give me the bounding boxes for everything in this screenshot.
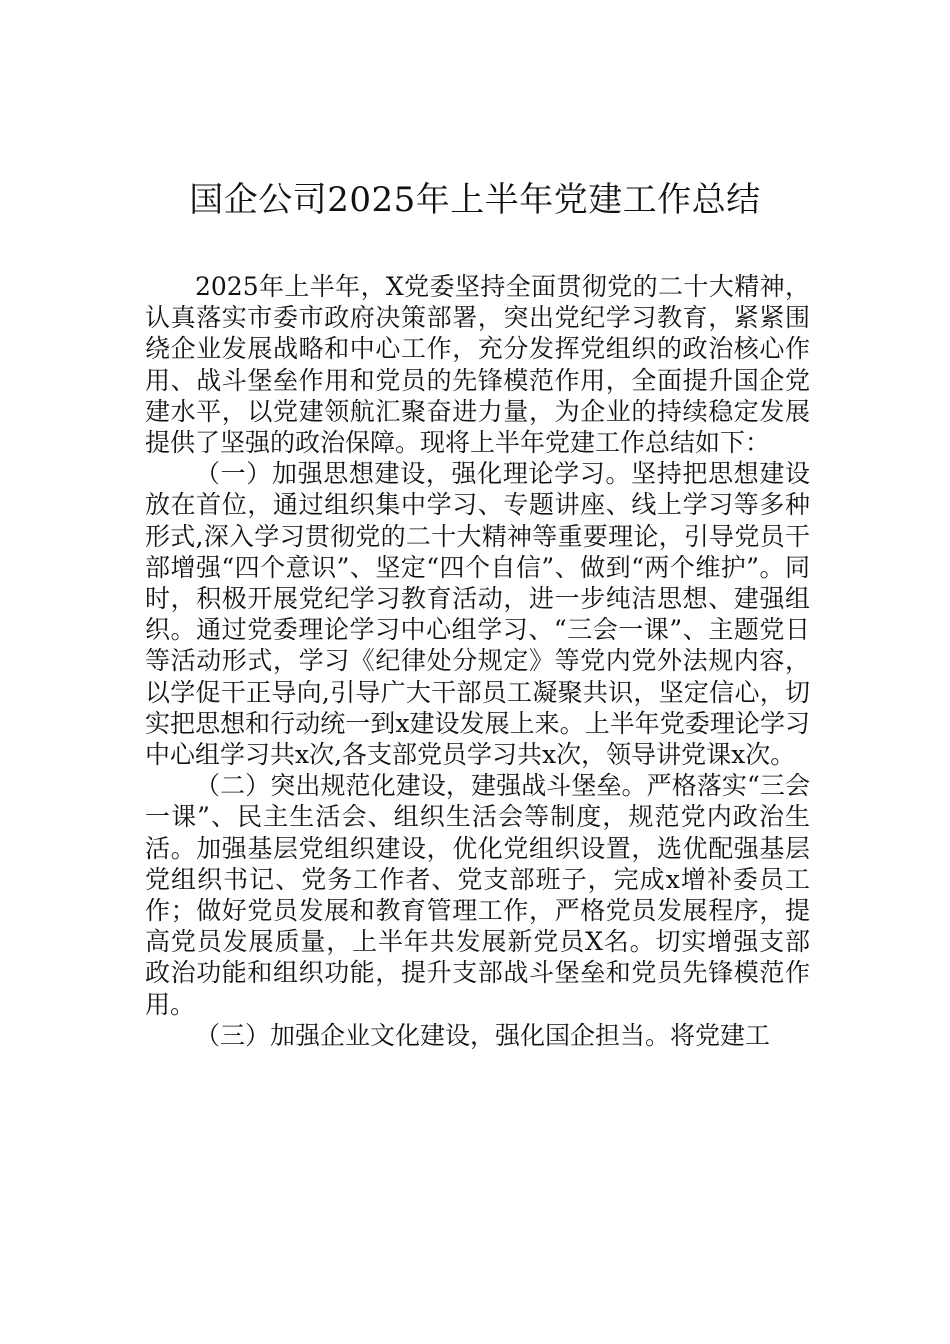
document-body [145, 271, 810, 1051]
paragraph-section-3: （三）加强企业文化建设，强化国企担当。将党建工 [195, 1020, 771, 1050]
paragraph-intro: 2025年上半年，X党委坚持全面贯彻党的二十大精神，认真落实市委市政府决策部署，突出党纪学习教育，紧紧围绕企业发展战略和中心工作，充分发挥党组织的政治核心作用、战斗堡垒作用和党员的先锋模范作用，全面提升国企党建水平，以党建领航汇聚奋进力量，为企业的持续稳定发展提供了坚强的政治保障。现将上半年党建工作总结如下： [145, 272, 810, 458]
document-title: 国企公司2025年上半年党建工作总结 [189, 180, 761, 220]
paragraph-section-2: （二）突出规范化建设，建强战斗堡垒。严格落实“三会一课”、民主生活会、组织生活会等制度，规范党内政治生活。加强基层党组织建设，优化党组织设置，选优配强基层党组织书记、党务工作者、党支部班子，完成x增补委员工作；做好党员发展和教育管理工作，严格党员发展程序，提高党员发展质量，上半年共发展新党员X名。切实增强支部政治功能和组织功能，提升支部战斗堡垒和党员先锋模范作用。 [145, 771, 810, 1019]
paragraph-section-1: （一）加强思想建设，强化理论学习。坚持把思想建设放在首位，通过组织集中学习、专题讲座、线上学习等多种形式,深入学习贯彻党的二十大精神等重要理论，引导党员干部增强“四个意识”、坚定“四个自信”、做到“两个维护”。同时，积极开展党纪学习教育活动，进一步纯洁思想、建强组织。通过党委理论学习中心组学习、“三会一课”、主题党日等活动形式，学习《纪律处分规定》等党内党外法规内容，以学促干正导向,引导广大干部员工凝聚共识，坚定信心，切实把思想和行动统一到x建设发展上来。上半年党委理论学习中心组学习共x次,各支部党员学习共x次，领导讲党课x次。 [145, 459, 810, 770]
